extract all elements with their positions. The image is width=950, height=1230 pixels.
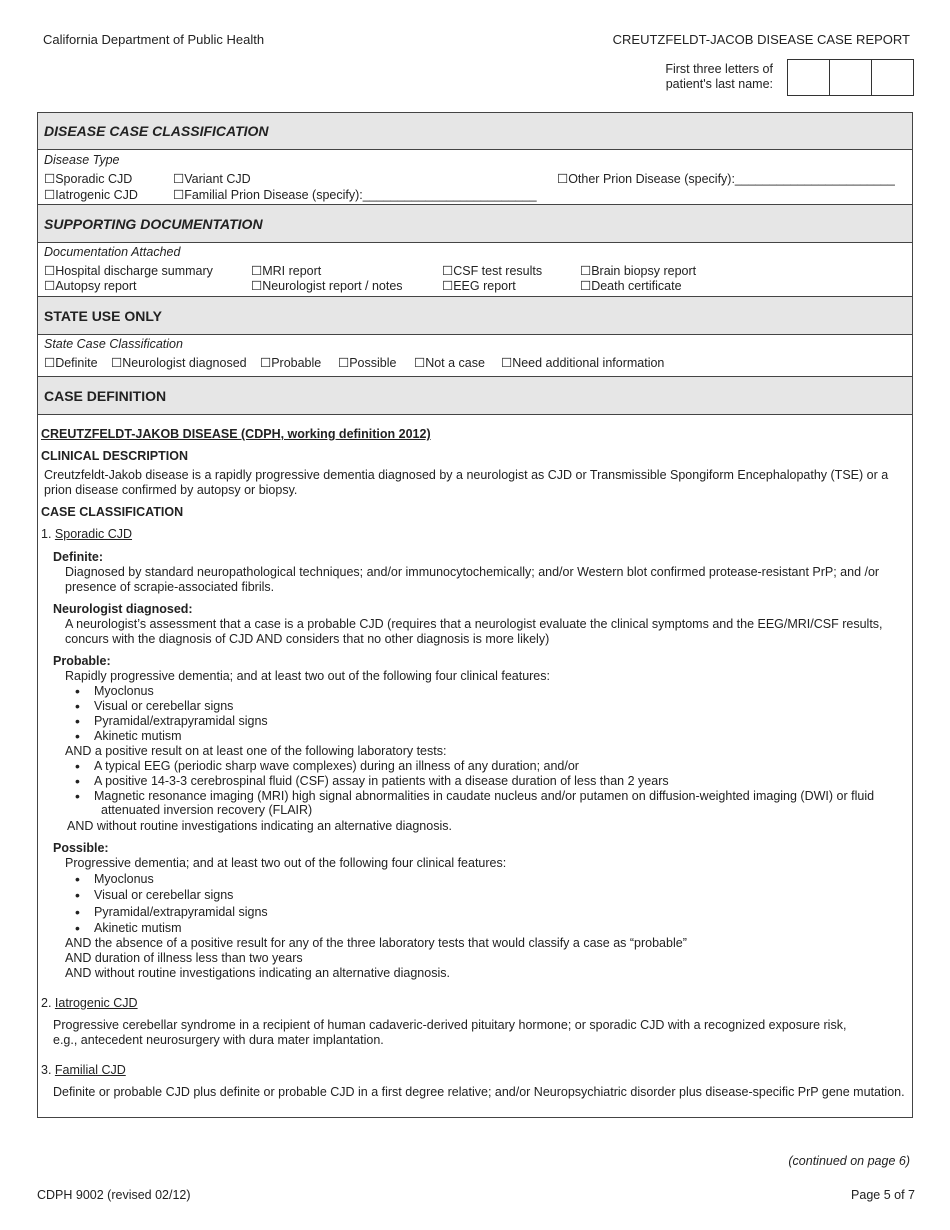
initials-boxes: [787, 59, 914, 96]
section-state-use: STATE USE ONLY: [38, 296, 912, 335]
state-classification-label: State Case Classification: [44, 337, 183, 351]
option-neurologist-diagnosed[interactable]: ☐Neurologist diagnosed: [111, 356, 247, 370]
option-definite[interactable]: ☐Definite: [44, 356, 98, 370]
list-item: • Magnetic resonance imaging (MRI) high signal abnormalities in caudate nucleus and/or putamen on diffusion-weighted imaging (DWI) or fluid: [94, 789, 874, 804]
definite-heading: Definite:: [53, 550, 103, 564]
lab-continuation: attenuated inversion recovery (FLAIR): [101, 803, 313, 817]
possible-text-2: AND duration of illness less than two years: [65, 951, 303, 965]
section-documentation: SUPPORTING DOCUMENTATION: [38, 204, 912, 243]
continued-note: (continued on page 6): [788, 1154, 910, 1168]
case-class-heading: CASE CLASSIFICATION: [41, 505, 184, 519]
probable-intro: Rapidly progressive dementia; and at least two out of the following four clinical features:: [65, 669, 550, 683]
agency-name: California Department of Public Health: [43, 32, 265, 47]
list-item: • Akinetic mutism: [94, 729, 182, 744]
list-item: • Myoclonus: [94, 684, 154, 699]
list-item: • A positive 14-3-3 cerebrospinal fluid (CSF) assay in patients with a disease duration of less than 2 years: [94, 774, 669, 789]
option-csf-results[interactable]: ☐CSF test results: [442, 264, 543, 278]
initial-box-2[interactable]: [830, 60, 872, 95]
option-mri-report[interactable]: ☐MRI report: [251, 264, 322, 278]
list-item: • Akinetic mutism: [94, 921, 182, 936]
definition-heading: CREUTZFELDT-JAKOB DISEASE (CDPH, working definition 2012): [41, 427, 431, 441]
option-familial-prion[interactable]: ☐Familial Prion Disease (specify):_________________________: [173, 188, 537, 202]
iatrogenic-text-1: Progressive cerebellar syndrome in a recipient of human cadaveric-derived pituitary hormone; or sporadic CJD with a recognized exposure risk,: [53, 1018, 847, 1032]
neurologist-text-2: concurs with the diagnosis of CJD AND considers that no other diagnosis is more likely): [65, 632, 550, 646]
probable-end: AND without routine investigations indicating an alternative diagnosis.: [67, 819, 452, 833]
option-iatrogenic-cjd[interactable]: ☐Iatrogenic CJD: [44, 188, 138, 202]
neurologist-text-1: A neurologist’s assessment that a case is a probable CJD (requires that a neurologist evaluate the clinical symptoms and the EEG/MRI/CSF results,: [65, 617, 883, 631]
possible-intro: Progressive dementia; and at least two out of the following four clinical features:: [65, 856, 507, 870]
neurologist-heading: Neurologist diagnosed:: [53, 602, 193, 616]
iatrogenic-heading: 2. Iatrogenic CJD: [41, 996, 138, 1010]
disease-type-label: Disease Type: [44, 153, 120, 167]
lab-intro: AND a positive result on at least one of the following laboratory tests:: [65, 744, 447, 758]
list-item: • Pyramidal/extrapyramidal signs: [94, 714, 268, 729]
initial-box-1[interactable]: [788, 60, 830, 95]
documentation-label: Documentation Attached: [44, 245, 181, 259]
initials-label: First three letters of patient's last name:: [665, 62, 773, 91]
section-case-definition: CASE DEFINITION: [38, 376, 912, 415]
option-eeg-report[interactable]: ☐EEG report: [442, 279, 516, 293]
clinical-text-2: prion disease confirmed by autopsy or biopsy.: [44, 483, 298, 497]
option-hospital-discharge[interactable]: ☐Hospital discharge summary: [44, 264, 213, 278]
iatrogenic-text-2: e.g., antecedent neurosurgery with dura mater implantation.: [53, 1033, 384, 1047]
sporadic-heading: 1. Sporadic CJD: [41, 527, 133, 541]
section-classification: DISEASE CASE CLASSIFICATION: [38, 113, 912, 150]
page-number: Page 5 of 7: [851, 1188, 915, 1202]
list-item: • Visual or cerebellar signs: [94, 888, 233, 903]
option-neurologist-report[interactable]: ☐Neurologist report / notes: [251, 279, 403, 293]
clinical-heading: CLINICAL DESCRIPTION: [41, 449, 188, 463]
option-autopsy-report[interactable]: ☐Autopsy report: [44, 279, 137, 293]
list-item: • Myoclonus: [94, 872, 154, 887]
option-not-a-case[interactable]: ☐Not a case: [414, 356, 485, 370]
definite-text-1: Diagnosed by standard neuropathological techniques; and/or immunocytochemically; and/or Western blot confirmed protease-resistant PrP; and /or: [65, 565, 880, 579]
familial-text: Definite or probable CJD plus definite or probable CJD in a first degree relative; and/or Neuropsychiatric disorder plus disease-specific PrP gene mutation.: [53, 1085, 905, 1099]
possible-heading: Possible:: [53, 841, 109, 855]
familial-heading: 3. Familial CJD: [41, 1063, 126, 1077]
option-brain-biopsy[interactable]: ☐Brain biopsy report: [580, 264, 697, 278]
clinical-text-1: Creutzfeldt-Jakob disease is a rapidly progressive dementia diagnosed by a neurologist as CJD or Transmissible Spongiform Encephalopathy (TSE) or a: [44, 468, 889, 482]
possible-text-3: AND without routine investigations indicating an alternative diagnosis.: [65, 966, 450, 980]
probable-heading: Probable:: [53, 654, 111, 668]
list-item: • Pyramidal/extrapyramidal signs: [94, 905, 268, 920]
report-title: CREUTZFELDT-JACOB DISEASE CASE REPORT: [612, 32, 910, 47]
option-sporadic-cjd[interactable]: ☐Sporadic CJD: [44, 172, 133, 186]
option-probable[interactable]: ☐Probable: [260, 356, 322, 370]
option-variant-cjd[interactable]: ☐Variant CJD: [173, 172, 251, 186]
option-possible[interactable]: ☐Possible: [338, 356, 397, 370]
list-item: • Visual or cerebellar signs: [94, 699, 233, 714]
option-death-certificate[interactable]: ☐Death certificate: [580, 279, 682, 293]
form-frame: [37, 112, 913, 1118]
option-need-info[interactable]: ☐Need additional information: [501, 356, 665, 370]
form-id: CDPH 9002 (revised 02/12): [37, 1188, 191, 1202]
list-item: • A typical EEG (periodic sharp wave complexes) during an illness of any duration; and/or: [94, 759, 579, 774]
possible-text-1: AND the absence of a positive result for any of the three laboratory tests that would classify a case as “probable”: [65, 936, 687, 950]
definite-text-2: presence of scrapie-associated fibrils.: [65, 580, 275, 594]
initial-box-3[interactable]: [872, 60, 913, 95]
option-other-prion[interactable]: ☐Other Prion Disease (specify):_______________________: [557, 172, 895, 186]
